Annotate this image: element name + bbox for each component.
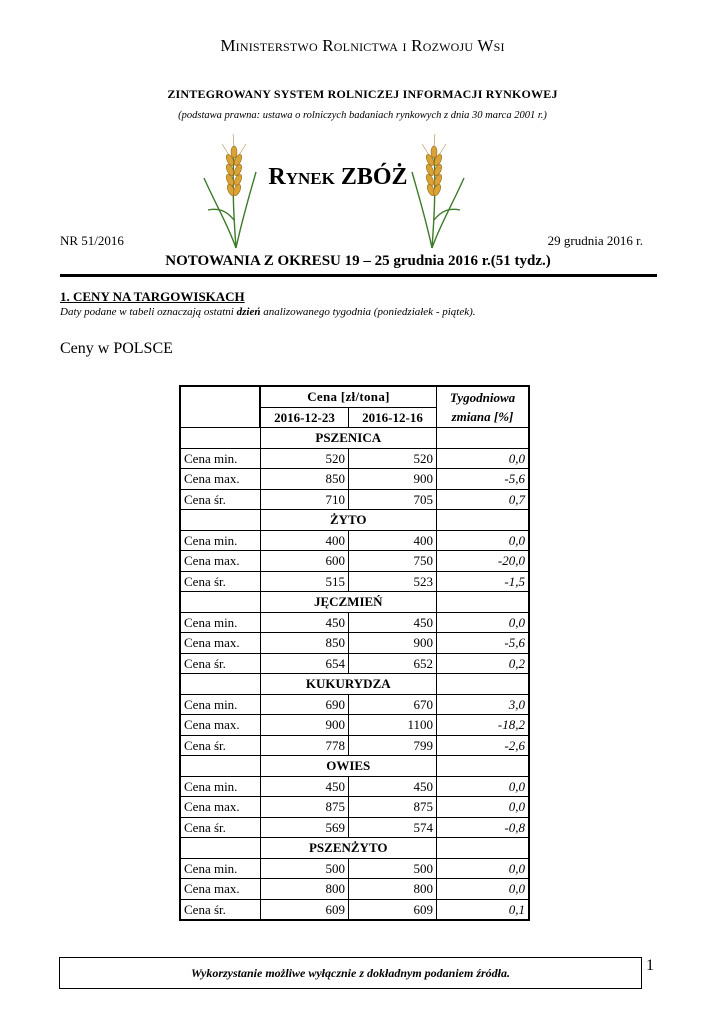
category-blank-cell (437, 674, 530, 695)
category-row (180, 510, 529, 531)
date-header-previous: 2016-12-16 (349, 407, 437, 428)
category-blank-cell (437, 592, 530, 613)
category-name: ŻYTO (260, 510, 437, 531)
category-blank-cell (180, 756, 260, 777)
section-note (60, 306, 476, 318)
weekly-change: 3,0 (437, 694, 530, 715)
price-label: Cena min. (180, 776, 260, 797)
price-label: Cena min. (180, 530, 260, 551)
table-row (180, 879, 529, 900)
weekly-change: 0,0 (437, 858, 530, 879)
table-row (180, 858, 529, 879)
change-header (437, 386, 530, 428)
section-title: 1. CENY NA TARGOWISKACH (60, 289, 245, 304)
change-header-line1: Tygodniowa (449, 390, 516, 405)
table-row (180, 551, 529, 572)
price-current: 778 (260, 735, 349, 756)
price-current: 400 (260, 530, 349, 551)
price-label: Cena min. (180, 612, 260, 633)
price-label: Cena max. (180, 715, 260, 736)
category-name: KUKURYDZA (260, 674, 437, 695)
table-row (180, 899, 529, 920)
price-label: Cena śr. (180, 817, 260, 838)
price-current: 900 (260, 715, 349, 736)
price-label: Cena min. (180, 448, 260, 469)
category-blank-cell (180, 838, 260, 859)
table-row (180, 571, 529, 592)
table-row (180, 633, 529, 654)
price-table (179, 385, 530, 921)
table-body (180, 428, 529, 921)
system-name: ZINTEGROWANY SYSTEM ROLNICZEJ INFORMACJI RYNKOWEJ (167, 87, 558, 101)
price-label: Cena śr. (180, 571, 260, 592)
category-blank-cell (180, 428, 260, 449)
price-current: 450 (260, 776, 349, 797)
table-corner (180, 386, 260, 428)
price-label: Cena śr. (180, 489, 260, 510)
divider (60, 274, 657, 277)
table-row (180, 489, 529, 510)
date-header-current: 2016-12-23 (260, 407, 349, 428)
price-previous: 900 (349, 633, 437, 654)
price-label: Cena min. (180, 858, 260, 879)
period-heading: NOTOWANIA Z OKRESU 19 – 25 grudnia 2016 r.(51 tydz.) (165, 253, 551, 269)
issue-number: NR 51/2016 (60, 233, 124, 248)
region-subtitle: Ceny w POLSCE (60, 340, 173, 357)
price-previous: 750 (349, 551, 437, 572)
publication-title: Rynek ZBÓŻ (268, 164, 408, 190)
price-label: Cena min. (180, 694, 260, 715)
weekly-change: 0,0 (437, 776, 530, 797)
weekly-change: 0,0 (437, 797, 530, 818)
category-name: JĘCZMIEŃ (260, 592, 437, 613)
category-row (180, 674, 529, 695)
section-note-emphasis: dzień (236, 306, 261, 318)
price-previous: 1100 (349, 715, 437, 736)
wheat-left-icon (198, 130, 260, 250)
price-previous: 520 (349, 448, 437, 469)
price-previous: 875 (349, 797, 437, 818)
category-name: OWIES (260, 756, 437, 777)
issue-date: 29 grudnia 2016 r. (547, 233, 643, 248)
weekly-change: 0,0 (437, 448, 530, 469)
table-row (180, 776, 529, 797)
price-previous: 500 (349, 858, 437, 879)
category-row (180, 592, 529, 613)
table-row (180, 735, 529, 756)
price-label: Cena max. (180, 469, 260, 490)
price-label: Cena max. (180, 879, 260, 900)
weekly-change: 0,2 (437, 653, 530, 674)
price-current: 710 (260, 489, 349, 510)
price-previous: 400 (349, 530, 437, 551)
section-note-text-end: analizowanego tygodnia (poniedziałek - piątek). (260, 306, 476, 318)
price-label: Cena śr. (180, 653, 260, 674)
price-current: 520 (260, 448, 349, 469)
weekly-change: 0,7 (437, 489, 530, 510)
category-row (180, 428, 529, 449)
price-label: Cena śr. (180, 899, 260, 920)
price-header: Cena [zł/tona] (260, 386, 437, 407)
weekly-change: 0,1 (437, 899, 530, 920)
price-label: Cena max. (180, 633, 260, 654)
price-current: 450 (260, 612, 349, 633)
weekly-change: 0,0 (437, 612, 530, 633)
price-current: 800 (260, 879, 349, 900)
price-previous: 799 (349, 735, 437, 756)
price-previous: 523 (349, 571, 437, 592)
weekly-change: -0,8 (437, 817, 530, 838)
price-current: 690 (260, 694, 349, 715)
price-current: 850 (260, 469, 349, 490)
category-blank-cell (180, 674, 260, 695)
price-previous: 900 (349, 469, 437, 490)
category-blank-cell (437, 838, 530, 859)
weekly-change: -18,2 (437, 715, 530, 736)
price-label: Cena śr. (180, 735, 260, 756)
table-row (180, 469, 529, 490)
category-blank-cell (437, 510, 530, 531)
category-blank-cell (180, 510, 260, 531)
category-name: PSZENŻYTO (260, 838, 437, 859)
price-previous: 609 (349, 899, 437, 920)
category-name: PSZENICA (260, 428, 437, 449)
price-current: 500 (260, 858, 349, 879)
price-current: 600 (260, 551, 349, 572)
price-previous: 705 (349, 489, 437, 510)
table-row (180, 797, 529, 818)
price-current: 875 (260, 797, 349, 818)
table-row (180, 694, 529, 715)
table-row (180, 448, 529, 469)
change-header-line2: zmiana [%] (451, 409, 514, 424)
price-current: 515 (260, 571, 349, 592)
price-previous: 574 (349, 817, 437, 838)
table-row (180, 612, 529, 633)
weekly-change: 0,0 (437, 879, 530, 900)
table-row (180, 715, 529, 736)
category-row (180, 756, 529, 777)
weekly-change: -1,5 (437, 571, 530, 592)
weekly-change: -20,0 (437, 551, 530, 572)
section-note-text: Daty podane w tabeli oznaczają ostatni (60, 306, 237, 318)
price-previous: 800 (349, 879, 437, 900)
price-current: 850 (260, 633, 349, 654)
weekly-change: -5,6 (437, 469, 530, 490)
price-previous: 450 (349, 776, 437, 797)
weekly-change: 0,0 (437, 530, 530, 551)
price-label: Cena max. (180, 797, 260, 818)
price-label: Cena max. (180, 551, 260, 572)
category-blank-cell (437, 428, 530, 449)
legal-basis: (podstawa prawna: ustawa o rolniczych badaniach rynkowych z dnia 30 marca 2001 r.) (178, 110, 547, 121)
price-previous: 450 (349, 612, 437, 633)
weekly-change: -5,6 (437, 633, 530, 654)
wheat-right-icon (408, 130, 470, 250)
price-current: 654 (260, 653, 349, 674)
table-row (180, 530, 529, 551)
price-current: 609 (260, 899, 349, 920)
price-current: 569 (260, 817, 349, 838)
table-row (180, 653, 529, 674)
ministry-name: Ministerstwo Rolnictwa i Rozwoju Wsi (220, 36, 505, 55)
category-blank-cell (437, 756, 530, 777)
weekly-change: -2,6 (437, 735, 530, 756)
price-previous: 652 (349, 653, 437, 674)
page-number: 1 (646, 957, 654, 974)
price-previous: 670 (349, 694, 437, 715)
table-row (180, 817, 529, 838)
category-blank-cell (180, 592, 260, 613)
category-row (180, 838, 529, 859)
source-notice: Wykorzystanie możliwe wyłącznie z dokładnym podaniem źródła. (59, 957, 642, 989)
